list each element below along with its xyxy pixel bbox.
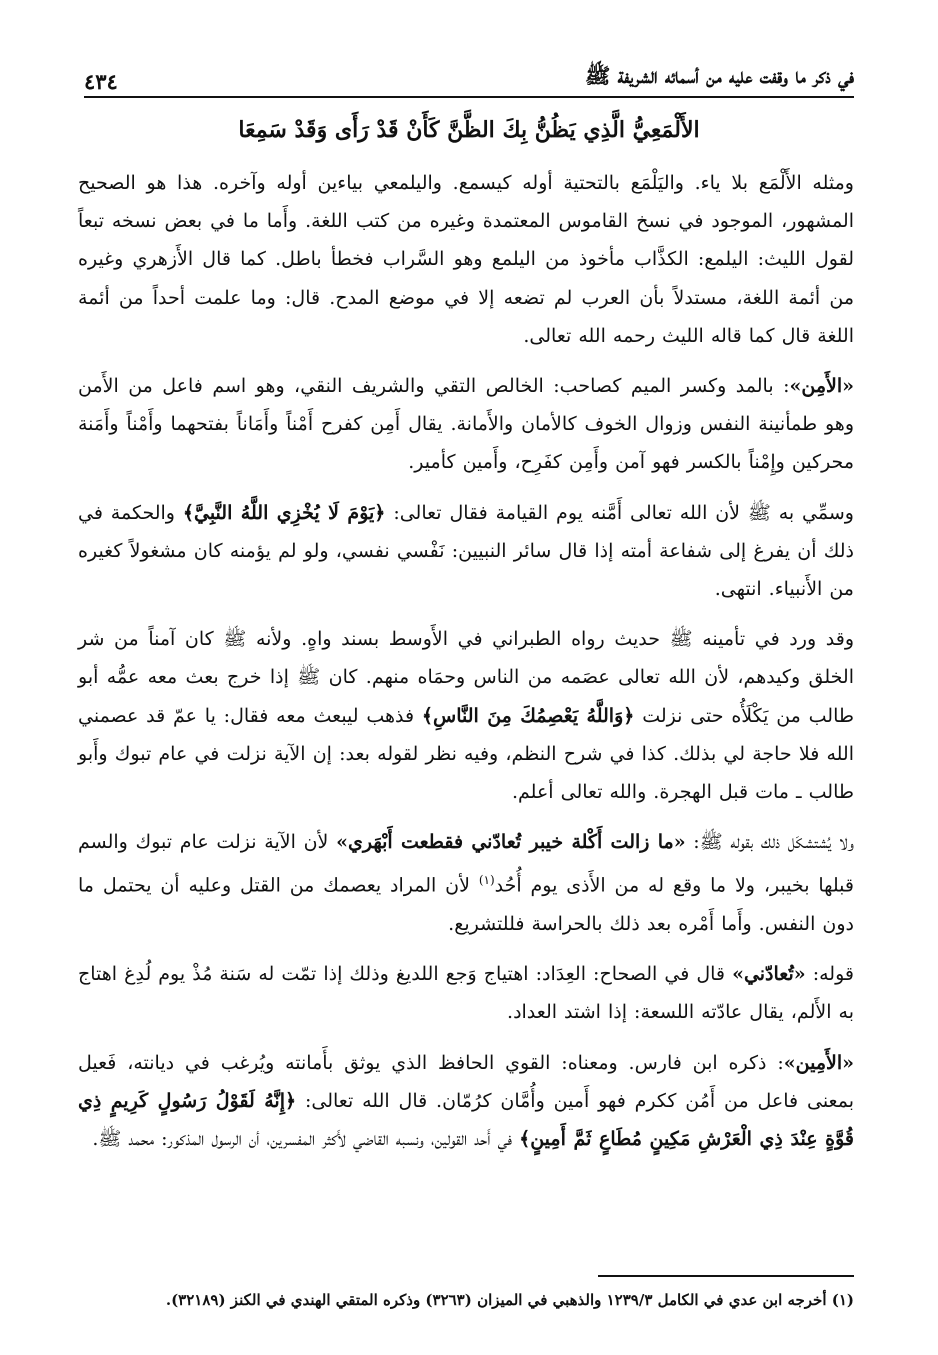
text-paragraph [78,164,854,355]
text-paragraph [78,1044,854,1159]
page-number: ٤٣٤ [84,69,118,94]
text-paragraph [78,367,854,482]
text-paragraph [78,823,854,943]
footnote-divider [598,1275,854,1277]
chapter-title: في ذكر ما وقفت عليه من أسمائه الشريفة ﷺ [584,63,854,88]
header-divider [84,96,854,98]
quoted-text: ﴿يَوْمَ لَا يُخْزِي اللَّهُ النَّبِيَّ﴾ [182,501,386,524]
paragraph-text: وسمِّي به ﷺ لأن الله تعالى أَمَّنه يوم القيامة فقال تعالى: [385,501,854,524]
quoted-text: «ما زالت أَكْلة خيبر تُعادّني فقطعت أَبْهَري» [336,831,686,854]
paragraph-text: والحكمة في ذلك أن يفرغ إلى شفاعة أمته إذا قال سائر النبيين: نَفْسي نفسي، ولو لم يؤمنه كان مشغولاً كغيره من الأَنبياء. انتهى. [78,501,854,601]
paragraph-text: قوله: [805,963,854,986]
quoted-text: «تُعادّني» [732,963,806,986]
text-paragraph [78,620,854,811]
paragraph-text: ومثله الأَلْمَع بلا ياء. واليَلْمَع بالتحتية أوله كيسمع. واليلمعي بياءين أوله وآخره. هذا هو الصحيح المشهور، الموجود في نسخ القاموس المعتمدة وغيره من كتب اللغة. وأَما ما في بعض نسخه تبعاً لقول الليث: اليلمع: الكذَّاب مأخوذ من اليلمع وهو السَّراب فخطأ باطل. كما قال الأَزهري وغيره من أئمة اللغة، مستدلاً بأن العرب لم تضعه إلا في موضع المدح. قال: وما علمت أحداً من أئمة اللغة قال كما قاله الليث رحمه الله تعالى. [78,172,854,347]
poetry-verse: الأَلْمَعِيُّ الَّذِي يَظُنُّ بِكَ الظَّنَّ كَأَنْ قَدْ رَأَى وَقَدْ سَمِعَا [238,117,700,143]
quoted-text: «الأَمِين» [783,1051,854,1074]
paragraph-text: : ذكره ابن فارس. ومعناه: القوي الحافظ الذي يوثق بأَمانته ويُرغب في ديانته، فَعيل بمعنى فاعل من أَمُن ككرم فهو أَمين وأُمَّان كرُمّان. قال الله تعالى: [78,1051,854,1112]
quoted-text: «الأَمِن» [789,375,854,398]
page-header [84,56,854,94]
paragraph-text: ولا يُشتشكَل ذلك بقوله ﷺ: [685,831,854,854]
quoted-text: ﴿إِنَّهُ لَقَوْلُ رَسُولٍ كَرِيمٍ ذِي قُوَّةٍ عِنْدَ ذِي الْعَرْشِ مَكِينٍ مُطَاعٍ ثَمَّ أَمِينٍ﴾ [78,1089,854,1150]
paragraph-text: فذهب ليبعث معه فقال: يا عمّ قد عصمني الله فلا حاجة لي بذلك. كذا في شرح النظم، وفيه نظر لقوله بعد: إن الآية نزلت في عام تبوك وأَبو طالب ـ مات قبل الهجرة. والله تعالى أعلم. [78,704,854,804]
main-text [78,164,854,1170]
footnote: (١) أخرجه ابن عدي في الكامل ١٢٣٩/٣ والذهبي في الميزان (٣٢٦٣) وذكره المتقي الهندي في الكنز (٣٢١٨٩). [165,1291,854,1309]
quoted-text: ﴿وَاللَّهُ يَعْصِمُكَ مِنَ النَّاسِ﴾ [421,704,635,727]
paragraph-text: في أَحد القولين، ونسبه القاضي لأَكثر المفسرين، أن الرسول المذكور: محمد ﷺ. [92,1128,520,1150]
footnote-marker: (١) [478,873,495,888]
paragraph-text: : بالمد وكسر الميم كصاحب: الخالص التقي والشريف النقي، وهو اسم فاعل من الأَمن وهو طمأنينة النفس وزوال الخوف كالأمان والأَمانة. يقال أَمِن كفرح أَمْناً وأَمَاناً بفتحهما وأَمْناً وأَمَنة محركين وإِمْناً بالكسر فهو آمن وأَمِن كفَرِح، وأَمين كأمير. [78,375,854,474]
text-paragraph [78,955,854,1031]
paragraph-text: قال في الصحاح: العِدَاد: اهتياج وَجع اللديغ وذلك إذا تمّت له سَنة مُذْ يوم لُدِغ اهتاج به الأَلم، يقال عادّته اللسعة: إذا اشتد العداد. [78,963,854,1024]
text-paragraph [78,494,854,609]
paragraph-text: لأن المراد يعصمك من القتل وعليه أن يحتمل ما دون النفس. وأَما أَمْره بعد ذلك بالحراسة فللتشريع. [78,874,854,935]
paragraph-text: لأن الآية نزلت عام تبوك والسم قبلها بخيبر، ولا ما وقع له من الأَذى يوم أُحُد [78,831,854,897]
paragraph-text: وقد ورد في تأمينه ﷺ حديث رواه الطبراني في الأَوسط بسند واهٍ. ولأنه ﷺ كان آمناً من شر الخلق وكيدهم، لأن الله تعالى عصَمه من الناس وحمَاه منهم. كان ﷺ إذا خرج بعث معه عمُّه أبو طالب من يَكْلَأُه حتى نزلت [78,628,854,727]
